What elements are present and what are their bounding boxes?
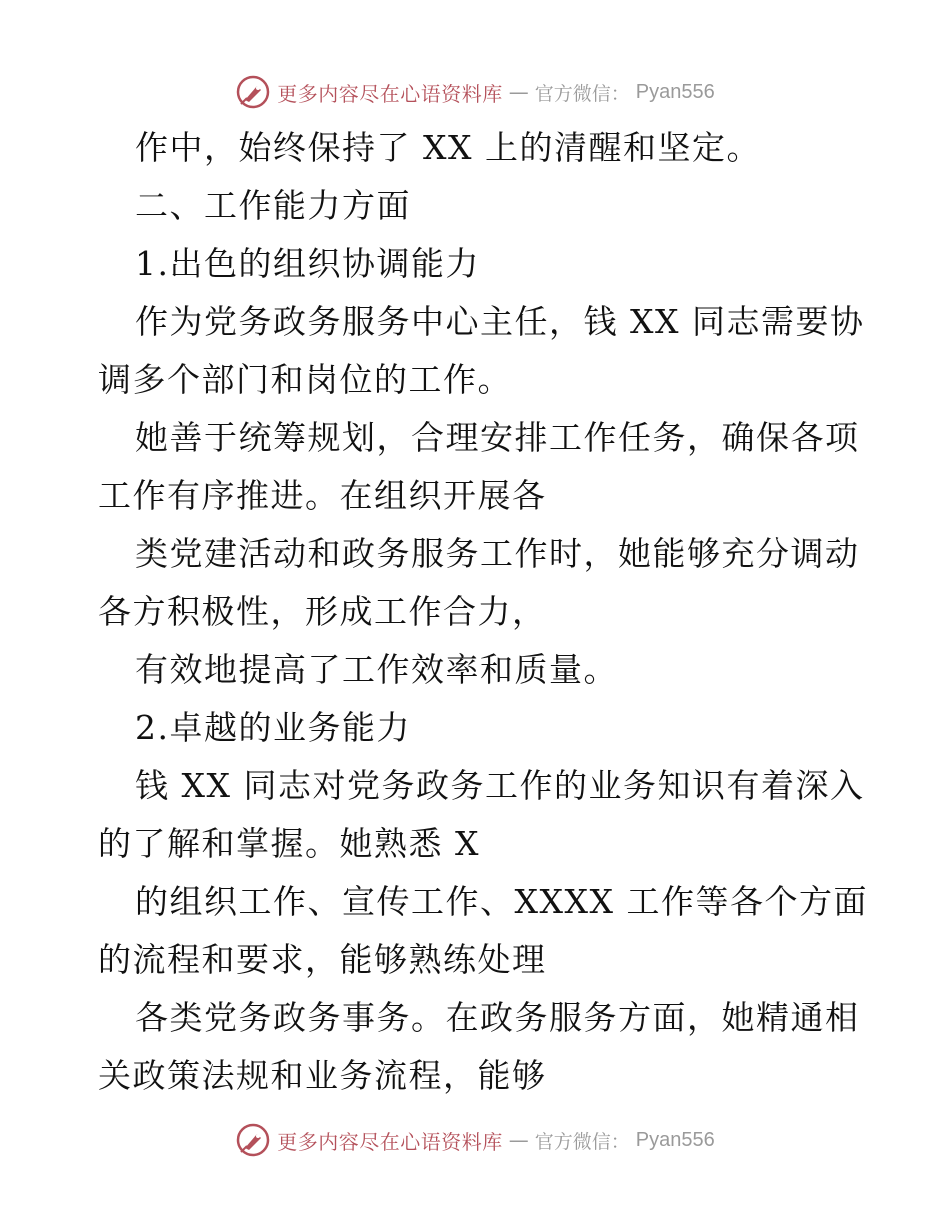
text-line: 工作有序推进。在组织开展各: [98, 476, 547, 515]
footer-watermark: [0, 1120, 950, 1160]
text-line: 的流程和要求，能够熟练处理: [98, 940, 547, 979]
text-line: 她善于统筹规划，合理安排工作任务，确保各项: [135, 418, 860, 457]
text-line: 的了解和掌握。她熟悉 X: [98, 824, 480, 863]
watermark-official-label: 官方微信：: [534, 82, 630, 105]
text-line: 各方积极性，形成工作合力，: [98, 592, 547, 631]
watermark-wechat-id: Pyan556: [635, 80, 715, 103]
text-line: 的组织工作、宣传工作、XXXX 工作等各个方面: [135, 882, 868, 921]
text-line: 钱 XX 同志对党务政务工作的业务知识有着深入: [135, 766, 865, 805]
header-watermark: [0, 72, 950, 112]
watermark-wechat-id: Pyan556: [635, 1128, 715, 1151]
watermark-separator: —: [508, 80, 529, 104]
text-line: 各类党务政务事务。在政务服务方面，她精通相: [135, 998, 860, 1037]
text-line: 调多个部门和岗位的工作。: [98, 360, 512, 399]
pen-nib-logo-icon: [235, 74, 271, 110]
text-line: 关政策法规和业务流程，能够: [98, 1056, 547, 1095]
watermark-main-text: 更多内容尽在心语资料库: [277, 81, 503, 106]
watermark-main-text: 更多内容尽在心语资料库: [277, 1129, 503, 1154]
text-line: 类党建活动和政务服务工作时，她能够充分调动: [135, 534, 860, 573]
text-line: 作为党务政务服务中心主任，钱 XX 同志需要协: [135, 302, 865, 341]
text-line: 有效地提高了工作效率和质量。: [135, 650, 618, 689]
pen-nib-logo-icon: [235, 1122, 271, 1158]
text-line: 作中，始终保持了 XX 上的清醒和坚定。: [135, 128, 761, 167]
section-heading: 二、工作能力方面: [135, 186, 411, 225]
subsection-heading: 1.出色的组织协调能力: [135, 244, 480, 283]
subsection-heading: 2.卓越的业务能力: [135, 708, 411, 747]
watermark-separator: —: [508, 1128, 529, 1152]
watermark-official-label: 官方微信：: [534, 1130, 630, 1153]
